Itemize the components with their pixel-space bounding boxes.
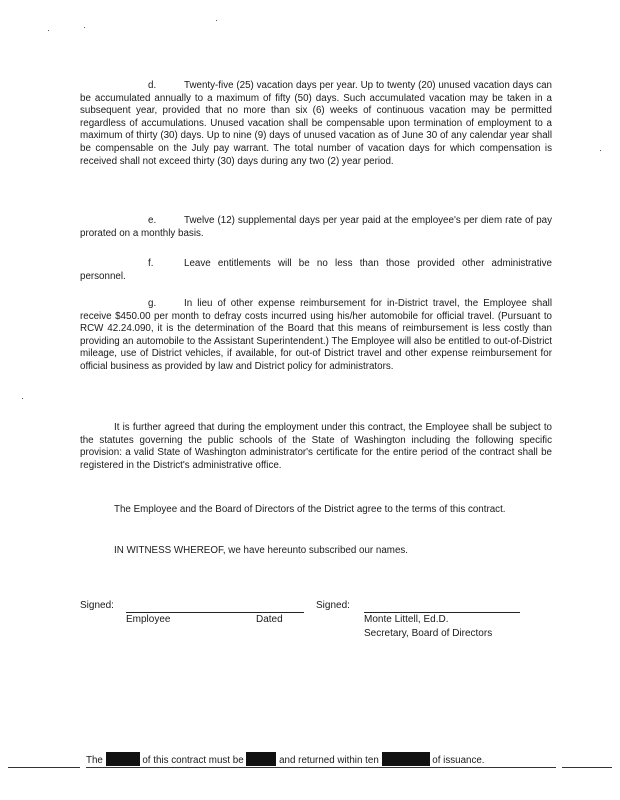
paragraph-f-label: f. xyxy=(148,258,154,269)
secretary-signature-line[interactable] xyxy=(364,612,520,613)
footer-part-3: and returned within ten xyxy=(279,755,379,766)
paragraph-e xyxy=(80,215,552,240)
left-signed-label: Signed: xyxy=(80,600,114,611)
dated-caption: Dated xyxy=(256,614,283,625)
footer-part-1: The xyxy=(86,755,103,766)
footer-instructions xyxy=(86,752,556,768)
paragraph-f-text: Leave entitlements will be no less than those provided other administrative personnel. xyxy=(80,258,552,282)
paragraph-g xyxy=(80,298,552,374)
paragraph-e-text: Twelve (12) supplemental days per year paid at the employee's per diem rate of pay prorated on a monthly basis. xyxy=(80,215,552,239)
paragraph-e-label: e. xyxy=(148,215,157,226)
paragraph-d-text: Twenty-five (25) vacation days per year. Up to twenty (20) unused vacation days can be accumulated annually to a maximum of fifty (50) days. Such accumulated vacation may be taken in a subsequent year, provided that no more than six (6) weeks of continuous vacation may be permitted regardless of accumulations. Unused vacation shall be compensable upon termination of employment to a maximum of thirty (30) days. Up to nine (9) days of unused vacation as of June 30 of any calendar year shall be compensable on the July pay warrant. The total number of vacation days for which compensation is received shall not exceed thirty (30) days during any two (2) year period. xyxy=(80,80,552,167)
paragraph-g-text: In lieu of other expense reimbursement for in-District travel, the Employee shall receive $450.00 per month to defray costs incurred using his/her automobile for official travel. (Pursuant to RCW 42.24.090, it is the determination of the Board that this means of reimbursement is less costly than providing an automobile to the Assistant Superintendent.) The Employee will also be entitled to out-of-District mileage, use of District vehicles, if available, for out-of District travel and other expense reimbursement for official business as provided by law and District policy for administrators. xyxy=(80,298,552,372)
footer-rule xyxy=(86,767,556,768)
signer-name: Monte Littell, Ed.D. xyxy=(364,614,449,625)
paragraph-witness: IN WITNESS WHEREOF, we have hereunto subscribed our names. xyxy=(114,545,409,556)
paragraph-d xyxy=(80,80,552,168)
signer-title: Secretary, Board of Directors xyxy=(364,628,493,639)
paragraph-d-label: d. xyxy=(148,80,157,91)
footer-part-4: of issuance. xyxy=(432,755,485,766)
right-signed-label: Signed: xyxy=(316,600,350,611)
redaction-block xyxy=(106,752,140,766)
redaction-block xyxy=(382,752,430,766)
redaction-block xyxy=(246,752,276,766)
footer-rule-left xyxy=(8,767,80,768)
footer-part-2: of this contract must be xyxy=(142,755,244,766)
footer-rule-right xyxy=(562,767,612,768)
employee-caption: Employee xyxy=(126,614,171,625)
paragraph-agree: The Employee and the Board of Directors of the District agree to the terms of this contract. xyxy=(114,504,506,515)
paragraph-statutes: It is further agreed that during the employment under this contract, the Employee shall be subject to the statutes governing the public schools of the State of Washington including the following specific provision: a valid State of Washington administrator's certificate for the entire period of the contract shall be registered in the District's administrative office. xyxy=(80,422,552,471)
employee-signature-line[interactable] xyxy=(126,612,304,613)
paragraph-g-label: g. xyxy=(148,298,157,309)
paragraph-f xyxy=(80,258,552,283)
